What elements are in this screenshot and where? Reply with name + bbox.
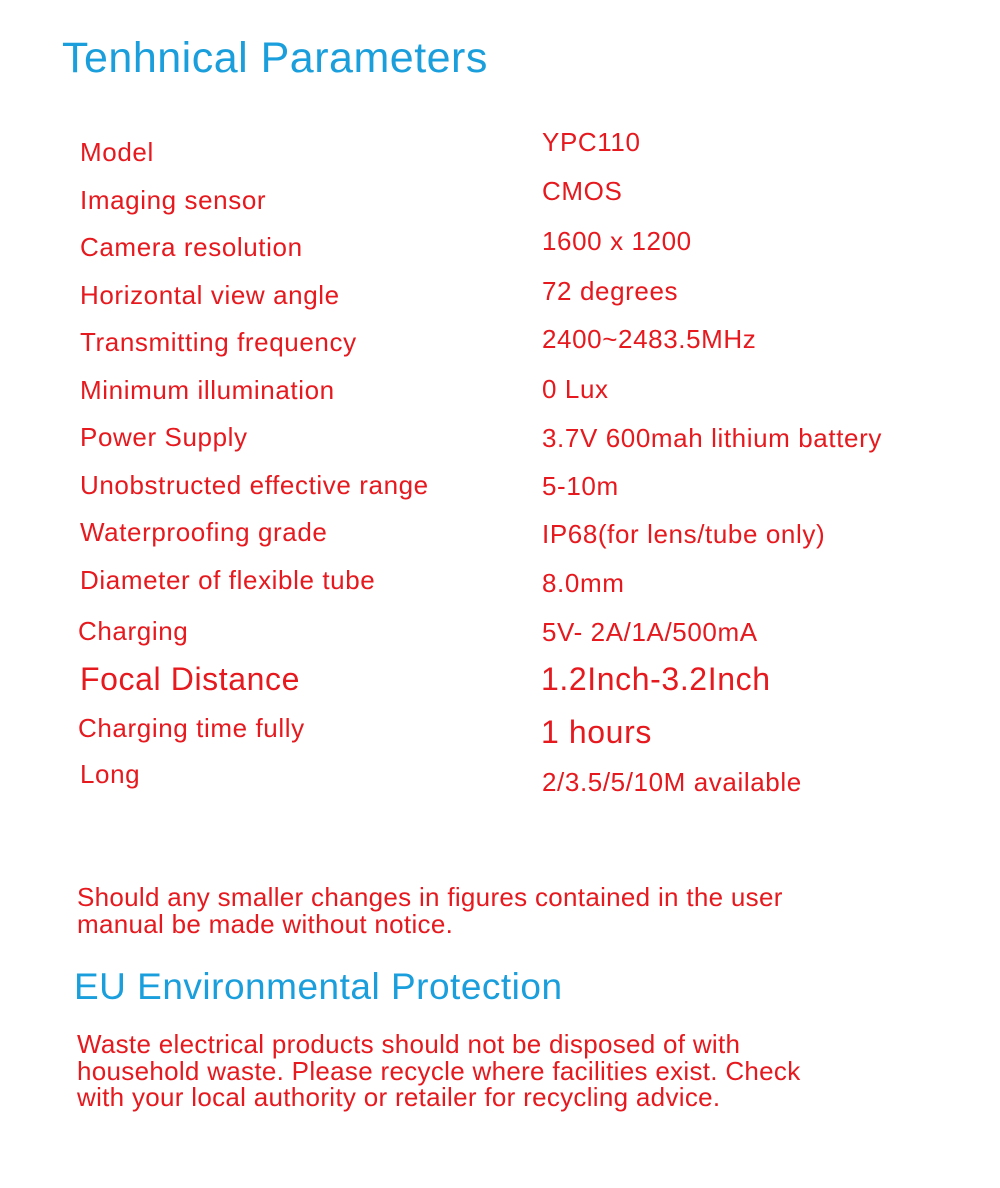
param-label-focal-distance: Focal Distance <box>80 661 301 697</box>
param-label-charging: Charging <box>78 616 189 646</box>
notice-text: Should any smaller changes in figures contained in the user manual be made without notice. <box>77 882 783 939</box>
param-label-waterproofing-grade: Waterproofing grade <box>80 517 328 547</box>
param-value-model: YPC110 <box>542 127 641 157</box>
param-label-horizontal-view-angle: Horizontal view angle <box>80 280 340 310</box>
param-label-charging-time: Charging time fully <box>78 713 305 743</box>
param-value-long: 2/3.5/5/10M available <box>542 767 802 797</box>
param-value-power-supply: 3.7V 600mah lithium battery <box>542 423 882 453</box>
param-label-long: Long <box>80 759 141 789</box>
param-value-effective-range: 5-10m <box>542 471 619 501</box>
param-label-effective-range: Unobstructed effective range <box>80 470 429 500</box>
param-value-waterproofing-grade: IP68(for lens/tube only) <box>542 519 826 549</box>
param-value-charging-time: 1 hours <box>541 714 652 750</box>
param-value-camera-resolution: 1600 x 1200 <box>542 226 692 256</box>
param-value-charging: 5V- 2A/1A/500mA <box>542 617 758 647</box>
param-label-imaging-sensor: Imaging sensor <box>80 185 267 215</box>
param-value-horizontal-view-angle: 72 degrees <box>542 276 679 306</box>
param-label-transmitting-frequency: Transmitting frequency <box>80 327 357 357</box>
param-label-tube-diameter: Diameter of flexible tube <box>80 565 376 595</box>
param-label-model: Model <box>80 137 154 167</box>
param-value-minimum-illumination: 0 Lux <box>542 374 609 404</box>
page-title: Tenhnical Parameters <box>62 34 488 82</box>
param-value-transmitting-frequency: 2400~2483.5MHz <box>542 324 757 354</box>
param-label-minimum-illumination: Minimum illumination <box>80 375 335 405</box>
param-value-tube-diameter: 8.0mm <box>542 568 625 598</box>
param-value-imaging-sensor: CMOS <box>542 176 623 206</box>
param-value-focal-distance: 1.2Inch-3.2Inch <box>541 661 771 697</box>
eu-section-text: Waste electrical products should not be disposed of with household waste. Please recycle where facilities exist. Check with your local authority or retailer for recycling advice. <box>77 1029 801 1112</box>
param-label-power-supply: Power Supply <box>80 422 248 452</box>
param-label-camera-resolution: Camera resolution <box>80 232 303 262</box>
eu-section-title: EU Environmental Protection <box>74 966 563 1007</box>
